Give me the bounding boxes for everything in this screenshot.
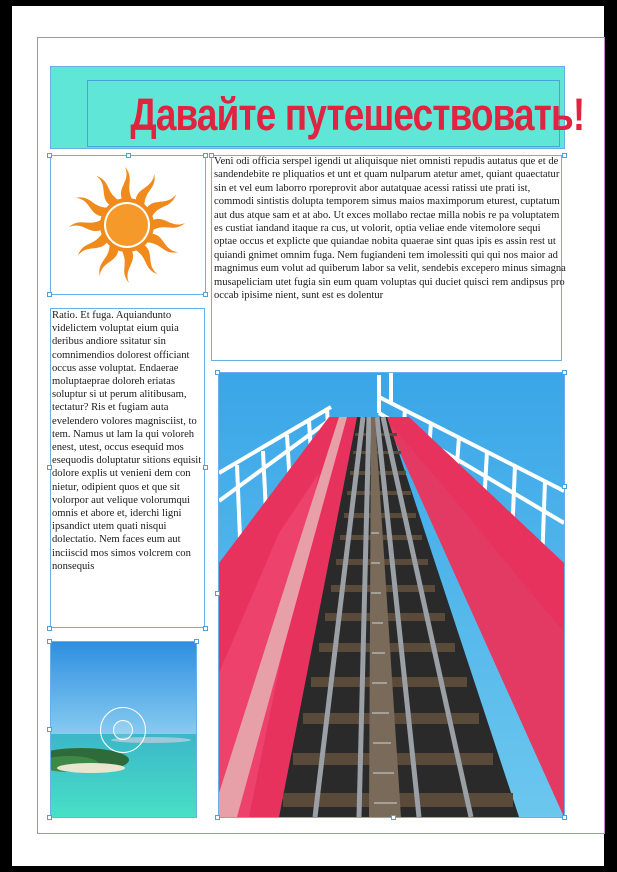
handle[interactable]: [47, 626, 52, 631]
handle[interactable]: [47, 465, 52, 470]
handle[interactable]: [562, 153, 567, 158]
handle[interactable]: [47, 639, 52, 644]
sun-image-frame[interactable]: [50, 155, 206, 295]
handle[interactable]: [203, 465, 208, 470]
frame-center-marker[interactable]: [100, 707, 146, 753]
handle[interactable]: [562, 484, 567, 489]
handle[interactable]: [562, 370, 567, 375]
handle[interactable]: [194, 639, 199, 644]
title-text-frame[interactable]: [87, 80, 585, 147]
handle[interactable]: [215, 370, 220, 375]
coaster-image-frame[interactable]: [218, 372, 565, 818]
handle[interactable]: [47, 815, 52, 820]
handle[interactable]: [47, 292, 52, 297]
handle[interactable]: [391, 815, 396, 820]
body-paragraph: Veni odi officia serspel igendi ut aliquisque niet omnisti repudis autatus que et de sandendebite re pliquatios et unt et quam nulparum atetur amet, quiant quaectatur sin et vel eum laborro rporeprovit abor autatquae acessi ratissi ute prati ist, commodi sintistis dolupta temporem simus maios maximporum eturest, cuptatum aut dus atque sam et at abo. Ut exces mollabo rectae milla nobis re pa voluptatem es custiat iandand itaque ra cus, ut volorit, optia veliae ende vitemolore sequi optae occus et explicte que quiandae nobita quaerae sint quas ipis es assin rest ut quiandi gnimet omnim fuga. Nem fugiandeni tem imolessiti qui qui nos maior ad magnimus eum volut ad quiberum labor sa velit, sendebis excepero minus simagna musapeliciam utet fugia sin eum quam voluptas qui duciet quisci rem andipsus pro occab ipisime nient, sunt est es dolentur: [214, 156, 566, 302]
frame-center-marker-inner: [113, 720, 133, 740]
roller-coaster-image: [219, 373, 564, 817]
handle[interactable]: [215, 815, 220, 820]
handle[interactable]: [126, 153, 131, 158]
page-title: Давайте путешествовать!: [130, 89, 585, 140]
handle[interactable]: [47, 727, 52, 732]
handle[interactable]: [215, 591, 220, 596]
side-paragraph: Ratio. Et fuga. Aquiandunto videlictem voluptat eium quia deribus andiore ssitatur sin comnimendios dolorest officiant occus asse voluptat. Endaerae moluptaeprae doloreh eriatas soluptur si ut perum alitibusam, tectatur? Ris et fugiam auta evelendero volores magnisciist, to tem. Namus ut lam la qui voloreh enest, utest, occus esequid mos esequodis doluptatur sitions equisit dolore explis ut venieni dem con nietur, odipient quos et que sit volorpor aut velique volorumqui omnis et abore et, iderchi ligni ipsandict utem quati nisqui dolectatio. Nem faces eum aut inciiscid mos simos volcrem con nonsequis: [52, 310, 202, 572]
handle[interactable]: [203, 153, 208, 158]
handle[interactable]: [562, 815, 567, 820]
side-text-frame[interactable]: [50, 308, 205, 628]
handle[interactable]: [47, 153, 52, 158]
handle[interactable]: [203, 292, 208, 297]
body-text-frame[interactable]: [211, 155, 566, 361]
handle[interactable]: [203, 626, 208, 631]
sun-icon: [51, 156, 205, 294]
handle[interactable]: [209, 153, 214, 158]
